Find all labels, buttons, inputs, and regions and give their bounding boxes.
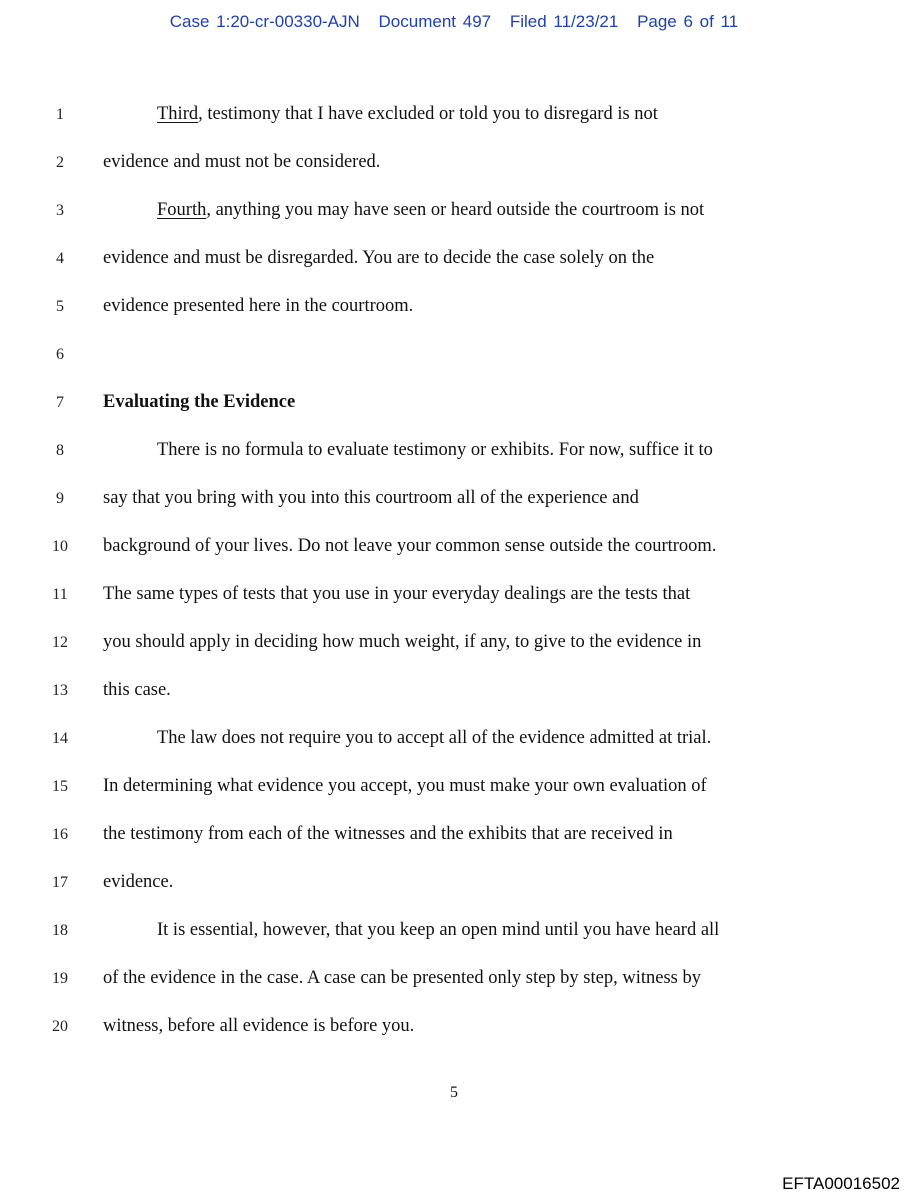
page-indicator: Page 6 of 11 — [637, 12, 739, 31]
line-number: 14 — [52, 730, 68, 747]
line-number: 19 — [52, 970, 68, 987]
line-number: 16 — [52, 826, 68, 843]
document-line: evidence and must not be considered. — [103, 152, 381, 172]
line-number: 17 — [52, 874, 68, 891]
bates-number: EFTA00016502 — [782, 1174, 900, 1193]
line-number: 12 — [52, 634, 68, 651]
document-line: It is essential, however, that you keep an open mind until you have heard all — [157, 920, 720, 940]
line-number: 5 — [56, 298, 64, 315]
document-line: this case. — [103, 680, 171, 700]
page-number: 5 — [450, 1084, 458, 1101]
document-line: evidence. — [103, 872, 174, 892]
line-number: 11 — [52, 586, 68, 603]
line-number: 20 — [52, 1018, 68, 1035]
line-number: 13 — [52, 682, 68, 699]
document-line: background of your lives. Do not leave your common sense outside the courtroom. — [103, 536, 717, 556]
section-heading: Evaluating the Evidence — [103, 392, 296, 412]
line-text: , testimony that I have excluded or told you to disregard is not — [198, 104, 658, 124]
line-number: 1 — [56, 106, 64, 123]
line-number: 18 — [52, 922, 68, 939]
line-number: 4 — [56, 250, 64, 267]
line-number: 3 — [56, 202, 64, 219]
document-line — [157, 200, 704, 221]
document-line: In determining what evidence you accept, you must make your own evaluation of — [103, 776, 707, 796]
document-line: of the evidence in the case. A case can be presented only step by step, witness by — [103, 968, 701, 988]
line-number: 15 — [52, 778, 68, 795]
document-line: witness, before all evidence is before you. — [103, 1016, 415, 1036]
document-line: say that you bring with you into this courtroom all of the experience and — [103, 488, 639, 508]
document-line: There is no formula to evaluate testimony or exhibits. For now, suffice it to — [157, 440, 713, 460]
line-number: 8 — [56, 442, 64, 459]
line-number: 2 — [56, 154, 64, 171]
case-number: Case 1:20-cr-00330-AJN — [169, 12, 360, 31]
document-line: the testimony from each of the witnesses and the exhibits that are received in — [103, 824, 673, 844]
filed-date: Filed 11/23/21 — [509, 12, 619, 31]
document-line: evidence presented here in the courtroom. — [103, 296, 414, 316]
court-filing-header — [0, 12, 908, 32]
line-number: 7 — [56, 394, 64, 411]
line-text: , anything you may have seen or heard outside the courtroom is not — [206, 200, 705, 220]
document-line: evidence and must be disregarded. You are to decide the case solely on the — [103, 248, 655, 268]
line-number: 10 — [52, 538, 68, 555]
document-number: Document 497 — [378, 12, 492, 31]
underlined-lead: Fourth — [157, 200, 207, 220]
document-line: you should apply in deciding how much weight, if any, to give to the evidence in — [103, 632, 702, 652]
underlined-lead: Third — [157, 104, 199, 124]
document-line: The law does not require you to accept all of the evidence admitted at trial. — [157, 728, 712, 748]
document-line — [157, 104, 658, 125]
document-line: The same types of tests that you use in your everyday dealings are the tests that — [103, 584, 691, 604]
line-number: 9 — [56, 490, 64, 507]
line-number: 6 — [56, 346, 64, 363]
